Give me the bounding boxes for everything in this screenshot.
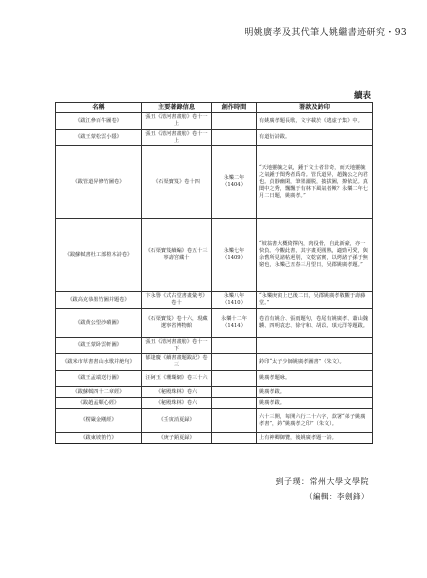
cell-source: 《石渠寶笈》卷十四 <box>142 146 212 219</box>
table-row <box>56 433 373 444</box>
cell-time <box>212 338 257 354</box>
cell-title: 《跋米市草書書山水歌并絶句》 <box>56 354 142 371</box>
cell-title: 《跋江參百牛圖卷》 <box>56 113 142 130</box>
author-affiliation: 到子璞：常州大學文學院 <box>275 477 369 486</box>
inscription-table <box>55 102 373 444</box>
table-row <box>56 338 373 354</box>
table-row <box>56 292 373 309</box>
cell-inscription: 鈐印“太子少師姚廣孝圖書”（朱文）。 <box>257 354 373 371</box>
cell-title: 《跋王蒙松雲小隱》 <box>56 130 142 146</box>
cell-title: 《跋管道昇修竹圖卷》 <box>56 146 142 219</box>
cell-source: 汪砢玉《珊瑚網》卷三十六 <box>142 371 212 387</box>
cell-inscription: 六十三開，每開六行二十六字，款署“弟子姚廣孝書”，鈐“姚廣孝之印”（朱文）。 <box>257 409 373 433</box>
column-header-source: 主要著錄信息 <box>142 103 212 113</box>
cell-inscription: 卷首有姚合、張雨題句，卷尾有姚廣孝、蕭山魏驥、四明袁忠、徐守和、胡苡、瑱元洋等題跋。 <box>257 309 373 338</box>
cell-inscription <box>257 338 373 354</box>
continued-label: 續表 <box>353 91 371 101</box>
column-header-inscription: 署款及鈐印 <box>257 103 373 113</box>
cell-source: 《石渠寶笈續編》卷五十三寧壽宮藏十 <box>142 219 212 292</box>
cell-source: 卞永譽《式古堂書畫彙考》卷十 <box>142 292 212 309</box>
table-row <box>56 354 373 371</box>
cell-inscription: 姚廣孝跋。 <box>257 398 373 409</box>
table-row <box>56 146 373 219</box>
table-row <box>56 219 373 292</box>
cell-time <box>212 130 257 146</box>
cell-time: 永樂七年（1409） <box>212 219 257 292</box>
cell-title: 《跋王蒙卧雲軒圖》 <box>56 338 142 354</box>
cell-inscription: 有道衍詩跋。 <box>257 130 373 146</box>
cell-time <box>212 354 257 371</box>
cell-source: 郁逢慶《續書畫題跋記》卷三 <box>142 354 212 371</box>
cell-inscription: “坡翁書大概倚擇內，肉役骨，自此新豪，亦一快負。今觀此書，其字畫更圓熟，適勁可愛，與余舊所見諸帖迥別，文乾富實，以烤諸子孫于無窮也，永樂己丑春三月望日，吴郡姚廣孝題。” <box>257 219 373 292</box>
cell-time <box>212 433 257 444</box>
cell-title: 《跋蘇軾書杜工部榿木詩卷》 <box>56 219 142 292</box>
table-row <box>56 113 373 130</box>
cell-time: 永樂八年（1410） <box>212 292 257 309</box>
cell-source: 《石渠寶笈》卷十六，現藏遼寧省博物館 <box>142 309 212 338</box>
table-row <box>56 398 373 409</box>
cell-inscription: 上有神卿御覽，後姚廣孝題一詩。 <box>257 433 373 444</box>
cell-source: 《庚子銷夏録》 <box>142 433 212 444</box>
table-body <box>56 113 373 444</box>
cell-inscription: 有姚廣孝題長歌，文字載於《逃虚子集》中。 <box>257 113 373 130</box>
cell-source: 張丑《清河書畫舫》卷十一上 <box>142 130 212 146</box>
editor-credit: （編輯：李劍鋒） <box>305 492 369 501</box>
cell-time <box>212 398 257 409</box>
cell-time <box>212 113 257 130</box>
table-header-row <box>56 103 373 113</box>
cell-title: 《跋東坡笛竹》 <box>56 433 142 444</box>
cell-inscription: “永樂庚寅上巳後二日，吴郡姚廣孝敬觀于壽藤堂。” <box>257 292 373 309</box>
cell-title: 《跋趙孟頫心經》 <box>56 398 142 409</box>
cell-title: 《跋黄公望沙磧圖》 <box>56 309 142 338</box>
cell-inscription: “天地靈毓之氣，鍾于文士者非奇，而天地靈毓之氣鍾于閨秀者爲奇。管氏道昇，趙魏公之內君也。貞靜幽閑，筆墨灑脱，披拔圖，撩依記。真閨中之秀，飄飄于有林下風氣者歟？永樂二年七月二日題，姚廣孝。” <box>257 146 373 219</box>
cell-time <box>212 371 257 387</box>
cell-time: 永樂十二年（1414） <box>212 309 257 338</box>
cell-source: 《壬寅消夏録》 <box>142 409 212 433</box>
table-row <box>56 409 373 433</box>
cell-title: 《楞嚴金剛經》 <box>56 409 142 433</box>
table-row <box>56 309 373 338</box>
column-header-title: 名稱 <box>56 103 142 113</box>
cell-source: 《秘殿珠林》卷六 <box>142 387 212 398</box>
cell-source: 張丑《清河書畫舫》卷十一上 <box>142 113 212 130</box>
running-header: 明姚廣孝及其代筆人姚繼書迹研究・93 <box>244 28 407 38</box>
table-row <box>56 387 373 398</box>
cell-source: 張丑《清河書畫舫》卷十一下 <box>142 338 212 354</box>
cell-time: 永樂二年（1404） <box>212 146 257 219</box>
table-row <box>56 371 373 387</box>
column-header-time: 創作時間 <box>212 103 257 113</box>
cell-title: 《跋蘇軾四十二章經》 <box>56 387 142 398</box>
table-row <box>56 130 373 146</box>
cell-time <box>212 409 257 433</box>
cell-time <box>212 387 257 398</box>
cell-title: 《跋王孟端送行圖》 <box>56 371 142 387</box>
cell-inscription: 姚廣孝題咏。 <box>257 371 373 387</box>
cell-inscription: 姚廣孝跋。 <box>257 387 373 398</box>
cell-title: 《跋高克恭墨竹圖并題卷》 <box>56 292 142 309</box>
cell-source: 《秘殿珠林》卷六 <box>142 398 212 409</box>
